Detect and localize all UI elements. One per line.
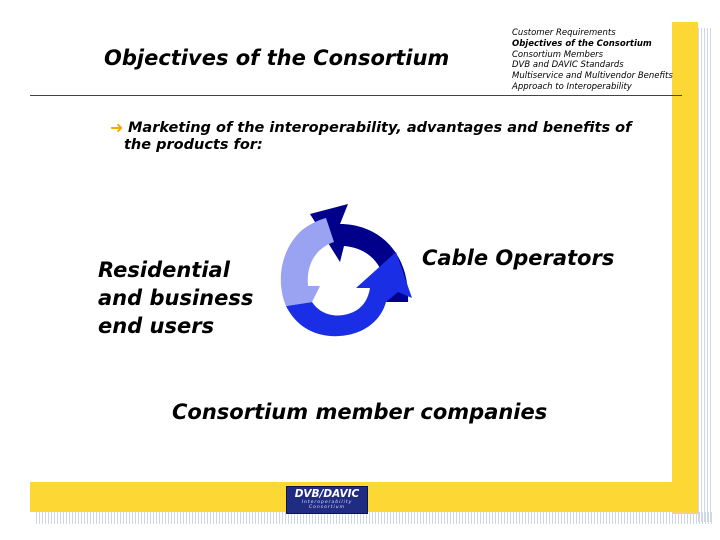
agenda-item: Consortium Members [512, 49, 604, 60]
bullet-text-line1: Marketing of the interoperability, advantages and benefits of [128, 120, 632, 136]
agenda-item-active: Objectives of the Consortium [512, 38, 652, 49]
label-cable-operators: Cable Operators [422, 246, 615, 270]
agenda-item: Multiservice and Multivendor Benefits [512, 71, 673, 82]
label-residential: Residential and business end users [98, 258, 254, 338]
right-arrow-icon: ➜ [110, 118, 124, 137]
decorative-stripe-bottom [36, 512, 712, 524]
agenda-item: DVB and DAVIC Standards [512, 60, 624, 71]
dvb-davic-logo [286, 486, 368, 514]
label-consortium-members: Consortium member companies [172, 400, 548, 424]
agenda-item: Approach to Interoperability [512, 81, 632, 92]
logo-main-text: DVB/DAVIC [294, 488, 360, 500]
logo-sub-text: Interoperability Consortium [301, 500, 353, 510]
cycle-diagram [268, 202, 418, 342]
decorative-stripe-right [698, 28, 712, 522]
bullet-text-line2: the products for: [124, 137, 263, 153]
agenda-list [512, 28, 673, 93]
cycle-arrow-light [281, 218, 334, 306]
agenda-item: Customer Requirements [512, 28, 616, 38]
slide-title: Objectives of the Consortium [104, 46, 450, 70]
header-divider [30, 95, 682, 96]
